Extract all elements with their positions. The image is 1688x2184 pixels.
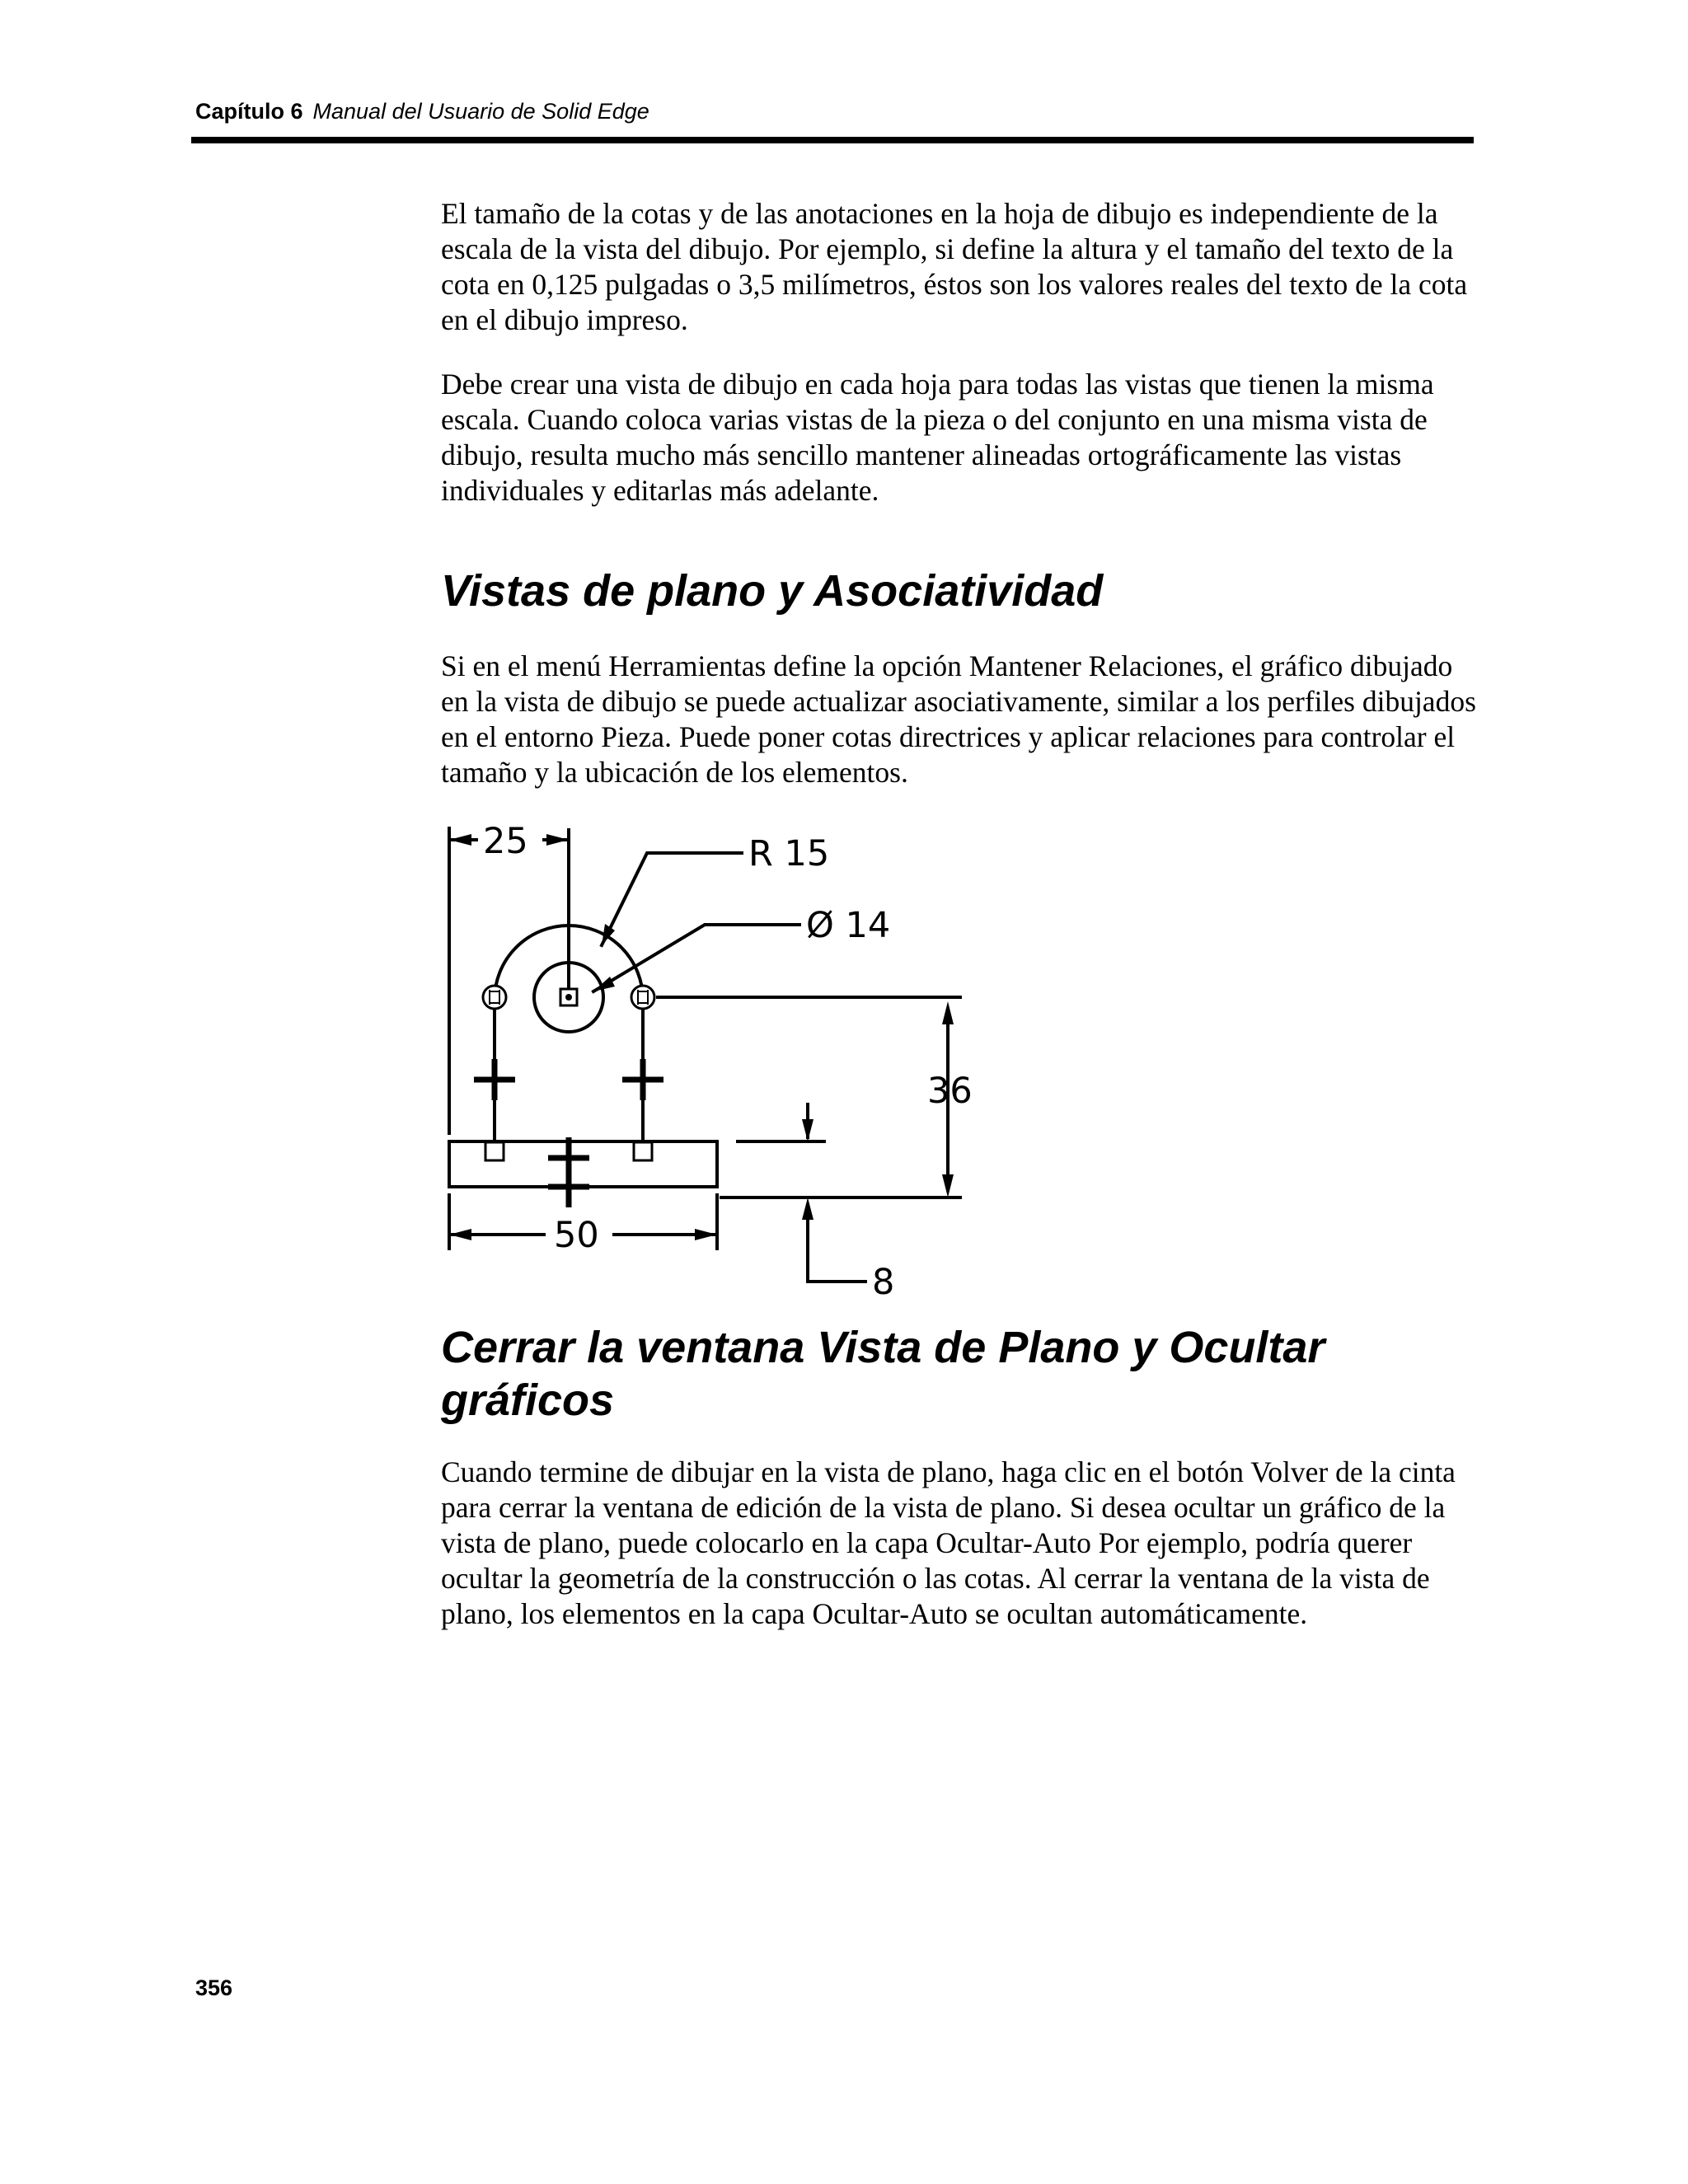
intro-paragraph-1: El tamaño de la cotas y de las anotaciones en la hoja de dibujo es independiente de la escala de la vista del dibujo. Por ejemplo, si define la altura y el tamaño del texto de la cota en 0,125 pulgadas o 3,5 milímetros, éstos son los valores reales del texto de la cota en el dibujo impreso.: [441, 197, 1468, 336]
tangent-symbol-right: [631, 986, 654, 1009]
close-window-paragraph: Cuando termine de dibujar en la vista de plano, haga clic en el botón Volver de la cinta para cerrar la ventana de edición de la vista de plano. Si desea ocultar un gráfico de la vista de plano, puede colocarlo en la capa Ocultar-Auto Por ejemplo, podría querer ocultar la geometría de la construcción o las cotas. Al cerrar la ventana de la vista de plano, los elementos en la capa Ocultar-Auto se ocultan automáticamente.: [441, 1455, 1456, 1630]
arrow-25-left: [449, 834, 471, 846]
leader-diameter: [593, 925, 799, 991]
arrow-36-bottom: [942, 1174, 954, 1197]
tangent-symbol-left: [483, 986, 506, 1009]
arrow-25-right: [546, 834, 569, 846]
arrow-8-bottom: [802, 1197, 814, 1220]
base-square-left: [485, 1142, 504, 1160]
section-heading-close-window: Cerrar la ventana Vista de Plano y Ocultar gráficos: [441, 1323, 1325, 1425]
arrow-50-right: [695, 1229, 717, 1240]
dimensioned-part-drawing: [437, 812, 981, 1303]
part-drawing-svg: [437, 812, 981, 1303]
chapter-label: Capítulo 6: [195, 99, 303, 124]
dim-text-8: 8: [872, 1262, 895, 1303]
dim-text-36: 36: [927, 1071, 973, 1112]
associativity-paragraph: Si en el menú Herramientas define la opción Mantener Relaciones, el gráfico dibujado en la vista de dibujo se puede actualizar asociativamente, similar a los perfiles dibujados en el entorno Pieza. Puede poner cotas directrices y aplicar relaciones para controlar el tamaño y la ubicación de los elementos.: [441, 649, 1476, 789]
arrow-50-left: [449, 1229, 471, 1240]
dim-text-50: 50: [554, 1215, 599, 1256]
dim-text-25: 25: [483, 821, 528, 862]
leader-r15: [602, 853, 742, 945]
dim-text-diameter: Ø 14: [806, 905, 891, 946]
running-header: [195, 97, 1474, 125]
arrow-8-top: [802, 1119, 814, 1141]
base-square-right: [634, 1142, 652, 1160]
page-number: 356: [195, 1975, 233, 2000]
arrow-36-top: [942, 1001, 954, 1024]
book-title: Manual del Usuario de Solid Edge: [312, 99, 649, 124]
dim-text-r15: R 15: [748, 833, 830, 874]
header-rule: [191, 137, 1474, 143]
intro-paragraph-2: Debe crear una vista de dibujo en cada hoja para todas las vistas que tienen la misma escala. Cuando coloca varias vistas de la pieza o del conjunto en una misma vista de dibujo, resulta mucho más sencillo mantener alineadas ortográficamente las vistas individuales y editarlas más adelante.: [441, 368, 1434, 507]
section-heading-associativity: Vistas de plano y Asociatividad: [441, 566, 1104, 616]
